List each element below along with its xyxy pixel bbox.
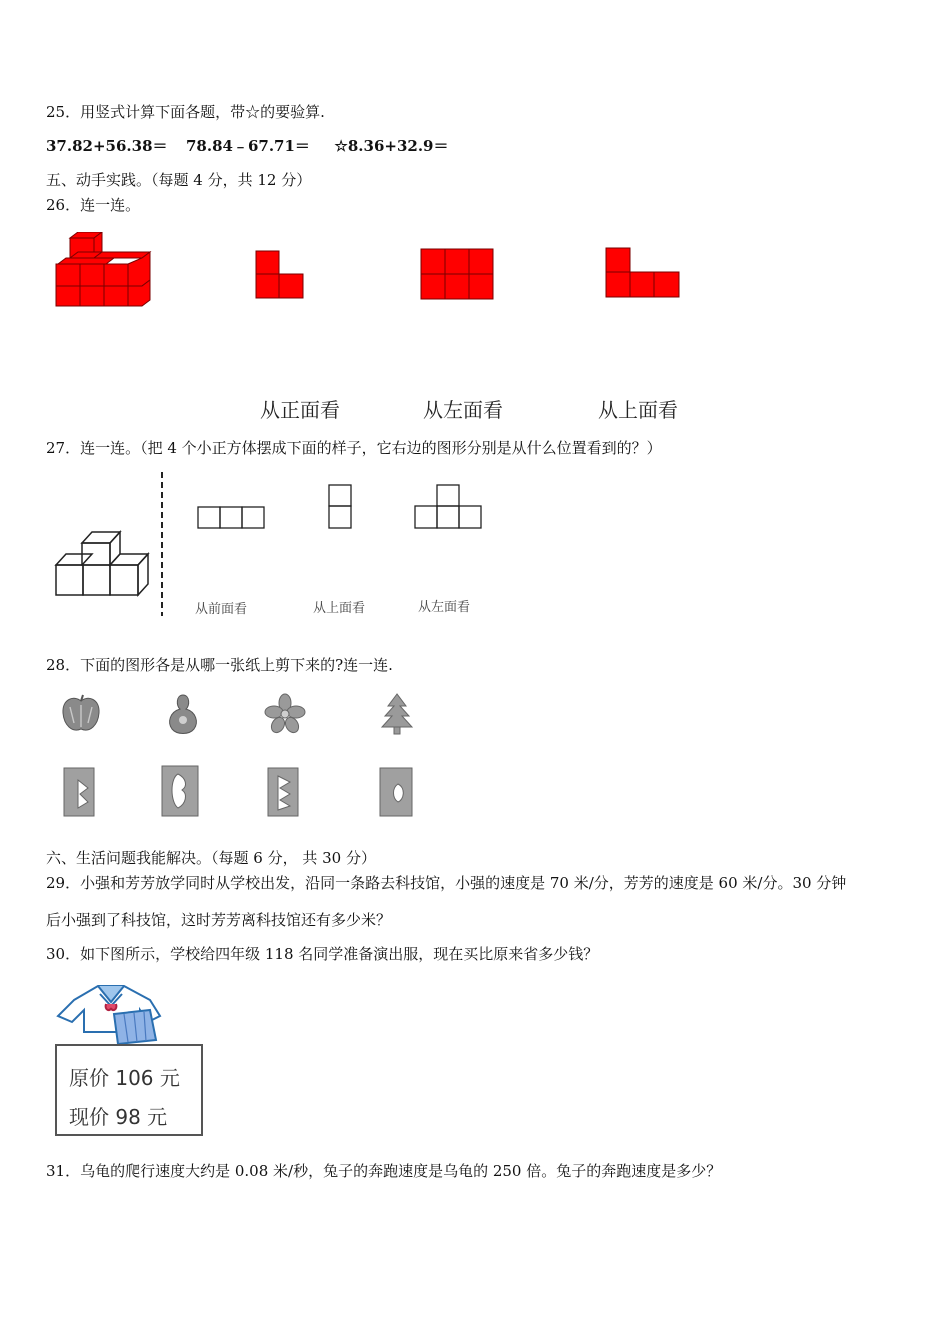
q27-title: 27．连一连。（把 4 个小正方体摆成下面的样子，它右边的图形分别是从什么位置看到的？） — [46, 439, 662, 457]
red-cube-group — [56, 232, 150, 306]
q25-expr3: ☆8.36+32.9＝ — [334, 137, 449, 155]
q28-tree-cutout — [378, 692, 416, 736]
q26-label-left: 从左面看 — [423, 398, 503, 422]
q26-shape-rectangle — [420, 248, 494, 300]
q30-price-box — [55, 1044, 203, 1136]
q28-paper-4 — [378, 766, 414, 818]
q27-cube-drawing — [52, 528, 152, 600]
q28-gourd-cutout — [164, 692, 202, 736]
q29-line1: 29．小强和芳芳放学同时从学校出发，沿同一条路去科技馆，小强的速度是 70 米/分，芳芳的速度是 60 米/分。30 分钟 — [46, 874, 847, 892]
q25-expressions — [46, 136, 449, 156]
q28-paper-3 — [266, 766, 300, 818]
q27-view-t-shape — [414, 484, 484, 530]
q25-expr1: 37.82+56.38＝ — [46, 137, 168, 155]
q28-paper-1 — [62, 766, 96, 818]
section6-title: 六、生活问题我能解决。（每题 6 分， 共 30 分） — [46, 849, 376, 867]
q26-red-3d-block — [50, 232, 152, 312]
q28-flower-cutout — [264, 693, 306, 735]
q26-shape-l-long — [605, 247, 680, 298]
q29-line2: 后小强到了科技馆，这时芳芳离科技馆还有多少米？ — [46, 911, 392, 929]
q27-label-front: 从前面看 — [195, 602, 248, 617]
q30-costume-illustration — [54, 980, 166, 1046]
q26-title: 26．连一连。 — [46, 196, 141, 214]
q26-shape-l-small — [255, 250, 305, 300]
q26-label-front: 从正面看 — [260, 398, 340, 422]
section5-title: 五、动手实践。（每题 4 分，共 12 分） — [46, 171, 312, 189]
current-price: 现价 98 元 — [69, 1105, 168, 1129]
q25-expr2: 78.84﹣67.71＝ — [185, 137, 310, 155]
q27-label-top: 从上面看 — [313, 601, 366, 616]
original-price: 原价 106 元 — [69, 1066, 180, 1090]
q27-dashed-divider — [158, 472, 166, 616]
q27-label-left: 从左面看 — [418, 600, 471, 615]
q27-view-two-stacked — [328, 484, 354, 530]
q30-title: 30．如下图所示，学校给四年级 118 名同学准备演出服，现在买比原来省多少钱？ — [46, 945, 599, 963]
q28-title: 28．下面的图形各是从哪一张纸上剪下来的?连一连. — [46, 656, 393, 674]
q28-paper-2 — [160, 764, 200, 818]
q31-title: 31．乌龟的爬行速度大约是 0.08 米/秒，兔子的奔跑速度是乌龟的 250 倍。兔子的奔跑速度是多少？ — [46, 1162, 722, 1180]
q27-view-three-in-row — [197, 506, 267, 530]
q28-apple-cutout — [60, 693, 102, 735]
q26-label-top: 从上面看 — [598, 398, 678, 422]
q25-title: 25．用竖式计算下面各题，带☆的要验算. — [46, 103, 325, 121]
